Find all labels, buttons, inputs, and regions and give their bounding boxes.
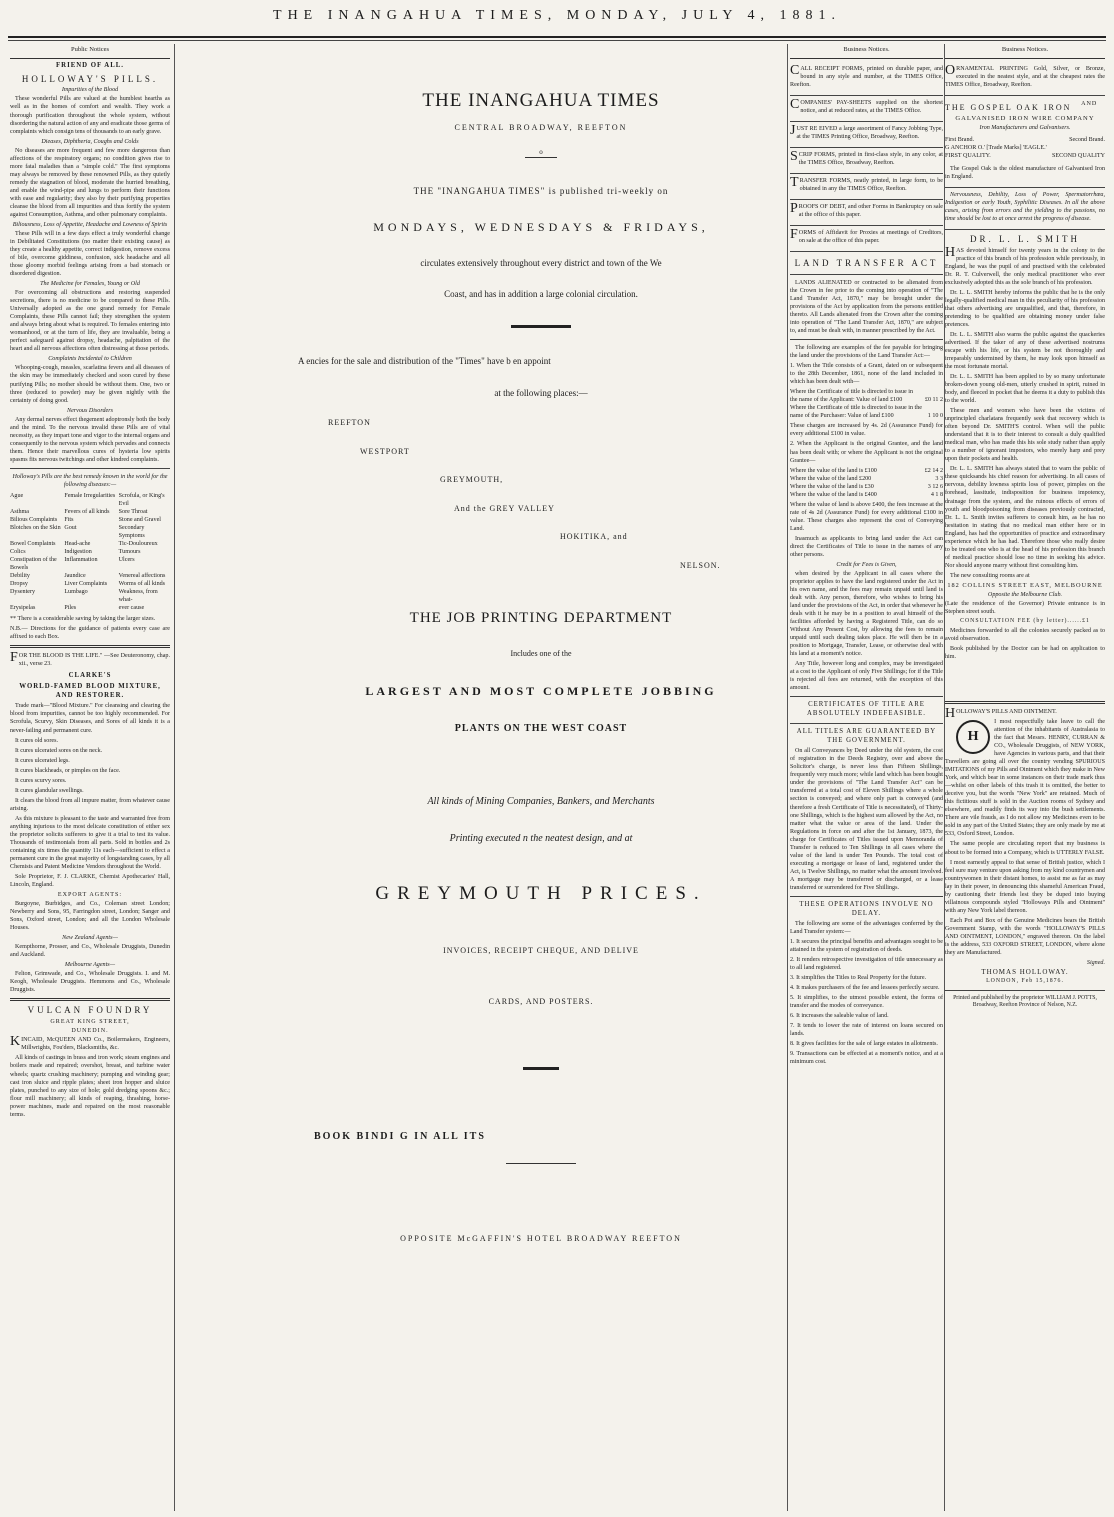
ailment-item: ever cause [118, 605, 145, 612]
text-line: MONDAYS, WEDNESDAYS & FRIDAYS, [373, 219, 709, 234]
cure-item: It cures blackheads, or pimples on the face. [15, 767, 121, 774]
fee-row [790, 491, 943, 499]
subheading: Dieases, Diphtheria, Coughs and Colds [41, 138, 139, 145]
ailment-item: Fevers of all kinds [64, 508, 110, 515]
date-line: LONDON, Feb 15,1876. [986, 978, 1064, 985]
ailments-table [10, 492, 170, 612]
ailment-item: Colics [10, 549, 26, 556]
section-heading: THE GOSPEL OAK IRON [945, 102, 1072, 112]
place-name: GREYMOUTH, [440, 475, 504, 485]
paragraph: Book published by the Doctor can be had on application to him. [945, 645, 1105, 660]
section-heading: HOLLOWAY'S PILLS. [21, 73, 159, 84]
paragraph: For overcoming all obstructions and restoring suspended secretions, there is no medicine to be compared to these Pills. Universally adopted as the one grand remedy for Female Complaints, these Pills cannot fail; they strengthen the system and always bring about what is required. To females entering into womanhood, or at the turn of life, they are invaluable, being a perfect safeguard against dropsy, headache, palpitation of the heart and all nervous affections often distressing at those periods. [10, 290, 170, 353]
paragraph: The following are some of the advantages conferred by the Land Transfer system:— [790, 920, 943, 935]
ad-ornamental [945, 62, 1105, 96]
left-column [10, 44, 170, 1511]
paragraph: PROOFS OF DEBT, and other Forms in Bankruptcy on sale at the office of this paper. [790, 200, 943, 218]
paragraph: On all Conveyances by Deed under the old system, the cost of registration in the Deeds Registry, over and above the Solicitor's charge, is never less than Fifteen Shillings, frequently very much more; while land which has been bought under the provisions of "The Land Transfer Act" can be transferred at a total cost of Eleven Shillings where a whole section is conveyed; and where only part is conveyed (and therefore a fresh Certificate of Title is necessitated), of Thirty-one Shillings, which is the highest sum allowed by the Act, no matter what the value or area of the land. Under the Regulations in force on and after the 1st January, 1873, the charge for Certificates of Titles issued upon Memoranda of Transfer is reduced to Ten Shillings in all cases where the value of the land is under Ten Pounds. The total cost of executing a mortgage or lease of land, registered under the Act, is Twelve Shillings, no matter what the amount involved. A mortgage may be transferred or discharged, or a lease transferred or surrendered for Five Shillings. [790, 748, 943, 891]
paragraph: LANDS ALIENATED or contracted to be alienated from the Crown in fee prior to the coming into operation of "The Land Transfer Act, 1870," may be brought under the provisions of the Act by application from the persons entitled thereto. All Lands alienated from the Crown after the coming into operation of "The Land Transfer Act, 1870," are subject to, and must be dealt with, in manner prescribed by the Act. [790, 279, 943, 335]
paragraph: TRANSFER FORMS, neatly printed, in large form, to be obtained in any the TIMES Office, Reefton. [790, 174, 943, 192]
ailment-item: Bowel Complaints [10, 541, 56, 548]
text-line: All kinds of Mining Companies, Bankers, and Merchants [427, 795, 655, 807]
fee-amount: 3 3 [935, 475, 943, 482]
paragraph: ** There is a considerable saving by taking the larger sizes. [10, 616, 156, 623]
ailment-item: Asthma [10, 508, 29, 515]
ailment-item: Scrofula, or King's Evil [118, 492, 165, 507]
ailment-item: Tumours [118, 549, 141, 556]
section-heading: CERTIFICATES OF TITLE ARE ABSOLUTELY INDEFEASIBLE. [807, 701, 926, 718]
paragraph: The same people are circulating report that my business is about to be formed into a Company, which is UTTERLY FALSE. [945, 841, 1105, 856]
ailment-item: Dropsy [10, 581, 28, 588]
advantage-item: 7. It tends to lower the rate of interest on loans secured on lands. [790, 1023, 943, 1038]
paragraph: 2. When the Applicant is the original Grantee, and the land has been dealt with; or where the Applicant is not the original Grantee— [790, 441, 943, 464]
subheading: Impurities of the Blood [61, 87, 119, 94]
cure-item: It cures ulcerated legs. [15, 757, 70, 764]
column-title: Business Notices. [945, 44, 1105, 59]
address-line: CENTRAL BROADWAY, REEFTON [454, 123, 628, 133]
masthead-rule-thin [8, 40, 1106, 41]
fee-description: Where the value of the land is £100 [790, 467, 877, 474]
advantage-item: 5. It simplifies, to the utmost possible extent, the forms of transfer and the modes of conveyance. [790, 995, 943, 1010]
subheading: Holloway's Pills are the best remedy known in the world for the following diseases:— [12, 473, 168, 488]
business-ad [790, 174, 943, 200]
ailment-item: Female Irregularities [64, 492, 116, 499]
subheading: CONSULTATION FEE (by letter)......£1 [960, 618, 1090, 625]
paragraph: Whooping-cough, measles, scarlatina fevers and all diseases of the skin may be immediately checked and soon cured by these purifying Pills; no mother should be without them. One, two or three (reduced to powder) may be given nightly with the certainty of doing good. [10, 365, 170, 404]
paragraph: Trade mark—"Blood Mixture." For cleansing and clearing the blood from impurities, cannot be too highly recommended. For Scrofula, Scurvy, Skin Diseases, and Sores of all kinds it is a never-failing and permanent cure. [10, 703, 170, 734]
cure-item: It cures old sores. [15, 737, 58, 744]
right-column-1 [790, 44, 943, 1511]
paragraph: 1. When the Title consists of a Grant, dated on or subsequent to the 28th December, 1861, none of the land included in which has been dealt with— [790, 363, 943, 386]
fee-description: Where the Certificate of title is directed to issue in the name of the Purchaser: Value of land £100 [790, 405, 922, 420]
paragraph: Dr. L. L. SMITH has been applied to by so many unfortunate broken-down young old-men, utterly crushed in spirit, ruined in body, and fleeced in pocket that he deems it a duty to publish this to the world. [945, 374, 1105, 405]
subheading: Nervous Disorders [67, 407, 113, 414]
business-ads [790, 62, 943, 252]
subheading: The Medicine for Females, Young or Old [40, 281, 140, 288]
paragraph: These charges are increased by 4s. 2d (Assurance Fund) for every additional £100 in value. [790, 423, 943, 438]
text-line: BOOK BINDI G IN ALL ITS [314, 1131, 486, 1143]
section-heading: WORLD-FAMED BLOOD MIXTURE, AND RESTORER. [19, 683, 161, 700]
paragraph: I most earnestly appeal to that sense of British justice, which I feel sure may venture upon asking from my kind countrymen and countrywomen in their distant homes, to assist me as far as may lay in their power, in denouncing this shameful American Fraud, by cautioning their friends lest they be duped into buying villainous compounds styled "Holloways Pills and Ointment" with any New York label thereon. [945, 859, 1105, 914]
section-heading: DR. L. L. SMITH [970, 233, 1080, 244]
ailment-item: Stone and Gravel [118, 516, 161, 523]
brand-label: Second Brand. [1069, 137, 1105, 144]
brand-label: First Brand. [945, 137, 975, 144]
paragraph: Dr. L. L. SMITH has always stated that to warn the public of these quicksands his chief reason for advertising. In all cases of nervous, debility lowness spirits loss of power, pimples on the forehead, lassitude, indisposition for business impotency, drainage from the system, and the ruinous effects of errors of youth and bloodpoisoning from diseases previously contracted, Dr. L. L. Smith invites sufferers to consult him, as he has no hesitation in stating that no medical man either here or in England, has had the opportunities of practice and extraordinary experience which he has had. Therefore those who really desire to be treated one who is at the head of his profession this branch of medical practice should lose no time in seeking his advice. Nor should anyone marry without first consulting him. [945, 466, 1105, 569]
subheading: Complaints Incidental to Children [48, 356, 132, 363]
paragraph: These wonderful Pills are valued at the humblest hearths as well as in the homes of comfort and wealth. They work a thorough purification throughout the whole system, without disordering the natural action of any and eradicate those germs of complaints which consign tens of thousands to an early grave. [10, 96, 170, 135]
paragraph: Any Title, however long and complex, may be investigated at a cost to the Applicant of only Five Shillings; for if the Title is rejected all fees are returned, with the exception of this amount. [790, 661, 943, 692]
fee-row [790, 404, 943, 420]
paragraph: Nervousness, Debility, Loss of Power, Spermatorrhœa, Indigestion or early Youth, Syphilitic Diseases. In all the above cases, arising from errors and the yielding to the passions, no time should be lost to at once arrest the progress of disease. [945, 191, 1105, 222]
paragraph: FOR THE BLOOD IS THE LIFE." —See Deuteronomy, chap. xii., verse 23. [10, 650, 170, 668]
subheading: GREAT KING STREET, [50, 1019, 130, 1026]
text-line: Printing executed n the neatest design, and at [449, 832, 633, 844]
paragraph: Burgoyne, Burbidges, and Co., Coleman street London; Newberry and Sons, 95, Farringdon street, London; Sanger and Sons, Oxford street, London; and all the London Wholesale Houses. [10, 901, 170, 932]
section-heading: THE JOB PRINTING DEPARTMENT [409, 610, 673, 627]
business-ad [790, 96, 943, 122]
paragraph: COMPANIES' PAY-SHEETS supplied on the shortest notice, and at reduced rates, at the TIMES Office. [790, 96, 943, 114]
subheading: Iron Manufacturers and Galvanisers. [979, 125, 1071, 132]
paragraph: CALL RECEIPT FORMS, printed on durable paper, and bound in any style and number, at the TIMES Office, Reefton. [790, 62, 943, 88]
advantage-item: 9. Transactions can be effected at a moment's notice, and at a minimum cost. [790, 1051, 943, 1066]
subheading: EXPORT AGENTS: [57, 892, 123, 899]
address-line: 182 COLLINS STREET EAST, MELBOURNE [947, 581, 1103, 589]
paragraph: Any dermal nerves effect thegement adoptronsly both the body and the mind. To the nervous invalid these Pills are of vital necessity, as they impart tone and vigor to the internal organs and consequently to the nervous system which pervades and connects them. Hence their marvellous cures of hysteria low spirits spasms fits nervous twitchings and other kindred complaints. [10, 416, 170, 463]
masthead: THE INANGAHUA TIMES, MONDAY, JULY 4, 1881. [273, 8, 841, 23]
business-ad [790, 200, 943, 226]
fee-amount: 4 1 8 [930, 491, 943, 498]
column-rule [174, 44, 175, 1511]
center-column [298, 44, 784, 1511]
ailment-item: Liver Complaints [64, 581, 108, 588]
cures-list [10, 737, 170, 813]
paragraph: HAS devoted himself for twenty years in the colony to the practice of this branch of his profession while previously, in England, he was the pupil of and practised with the celebrated Dr. R. T. Culverwell, the only medical practitioner who ever exclusively adopted this as the sole branch of his profession. [945, 244, 1105, 286]
section-heading: CLARKE'S [68, 671, 112, 679]
fee-description: Where the value of the land £200 [790, 475, 872, 482]
fee-amount: £0 11 2 [924, 397, 943, 404]
fee-description: Where the Certificate of title is directed to issue in the name of the Applicant: Value of land £100 [790, 389, 914, 404]
section-heading: VULCAN FOUNDRY [27, 1005, 153, 1016]
ornament: o [539, 147, 543, 156]
quality-label: FIRST QUALITY. [945, 153, 991, 160]
paragraph: The following are examples of the fee payable for bringing the land under the provisions of the Land Transfer Act:— [790, 345, 943, 360]
subheading: Credit for Fees is Given, [836, 561, 897, 568]
paragraph: These men and women who have been the victims of unprincipled charlatans frequently seek that recovery which is often beyond Dr. SMITH'S control. When will the public understand that it is to their interest to consult a duly qualified medical man, who has made this his sole study rather than apply to a number of ignorant impostors, who merely harp and prey upon their pockets and health. [945, 408, 1105, 463]
paragraph: Sole Proprietor, F. J. CLARKE, Chemist Apothecaries' Hall, Lincoln, England. [10, 874, 170, 889]
paragraph: Dr. L. L. SMITH also warns the public against the quackeries advertised. If the taker of any of these advertised nostrums escape with his life, or his system be not thoroughly and irreparably undermined by them, he may look upon himself as the most fortunate mortal. [945, 331, 1105, 370]
paragraph: Where the value of land is above £400, the fees increase at the rate of 4s 2d (Assurance Fund) for every additional £100 in value. These charges also represent the cost of Conveying Land. [790, 501, 943, 532]
ailment-item: Lumbago [64, 589, 88, 596]
text-line: INVOICES, RECEIPT CHEQUE, AND DELIVE [443, 946, 639, 956]
text-line: CARDS, AND POSTERS. [488, 996, 594, 1006]
section-heading: LAND TRANSFER ACT [794, 258, 939, 269]
ailment-item: Indigestion [64, 549, 92, 556]
paragraph: KINCAID, McQUEEN AND Co., Boilermakers, Engineers, Millwrights, Fou'ders, Blacksmiths, &c. [10, 1034, 170, 1052]
advantage-item: 1. It secures the principal benefits and advantages sought to be attained in the system of registration of deeds. [790, 938, 943, 953]
section-heading: FRIEND OF ALL. [56, 61, 124, 69]
ailment-item: Erysipelas [10, 605, 36, 612]
cure-item: It clears the blood from all impure matter, from whatever cause arising. [10, 797, 170, 812]
signed-label: Signed. [1086, 959, 1105, 966]
section-heading: THESE OPERATIONS INVOLVE NO DELAY. [799, 900, 934, 917]
place-name: REEFTON [328, 418, 371, 428]
text-line: at the following places:— [494, 388, 588, 399]
signature-name: THOMAS HOLLOWAY. [981, 967, 1069, 976]
advantages-list [790, 938, 943, 1066]
fees-table [790, 467, 943, 499]
advantage-item: 8. It gives facilities for the sale of large estates in allotments. [790, 1041, 938, 1048]
ailment-item: Weakness, from what- [118, 589, 158, 604]
fee-row [790, 475, 943, 483]
business-ad [790, 62, 943, 96]
ailment-item: Worms of all kinds [118, 581, 166, 588]
ailment-item: Jaundice [64, 573, 86, 580]
place-name: And the GREY VALLEY [454, 503, 555, 513]
cure-item: It cures glandular swellings. [15, 787, 84, 794]
business-ad [790, 122, 943, 148]
advantage-item: 2. It renders retrospective investigation of title unnecessary as to all land registered. [790, 956, 943, 971]
paragraph: Inasmuch as applicants to bring land under the Act can direct the Certificates of Title to issue in the names of any other persons. [790, 535, 943, 558]
place-name: HOKITIKA, and [560, 532, 628, 542]
paragraph: Felton, Grimwade, and Co., Wholesale Druggists. I. and M. Keogh, Wholesale Druggists. Hemmons and Co., Wholesale Druggists. [10, 971, 170, 994]
ailment-item: Inflammation [64, 557, 98, 564]
text-line: circulates extensively throughout every district and town of the We [420, 257, 662, 268]
ailment-item: Dysentery [10, 589, 36, 596]
imprint: Printed and published by the proprietor WILLIAM J. POTTS, Broadway, Reefton Province of Nelson, N.Z. [953, 994, 1097, 1009]
column-rule [787, 44, 788, 1511]
paragraph: JUST RE EIVED a large assortment of Fancy Jobbing Type, at the TIMES Printing Office, Broadway, Reefton. [790, 122, 943, 140]
paragraph: The Gospel Oak is the oldest manufacture of Galvanised Iron in England. [945, 165, 1105, 180]
ailment-item: Piles [64, 605, 77, 612]
paragraph: Kempthorne, Prosser, and Co., Wholesale Druggists, Dunedin and Auckland. [10, 944, 170, 959]
text-line: Includes one of the [510, 649, 572, 659]
paragraph: All kinds of castings in brass and iron work; steam engines and boilers made and repaired; overshot, breast, and turbine water wheels; quartz crushing machinery; pumping and winding gear; cast iron sluice and ripple plates; sheet iron hopper and sluice plates, punched to any size of hole; gold dredging spoons &c.; flour mill machinery; all kinds of reaping, thrashing, horse-power machines, made and repaired on the most reasonable terms. [10, 1055, 170, 1118]
paragraph: HOLLOWAY'S PILLS AND OINTMENT. [945, 705, 1057, 721]
paragraph: (Late the residence of the Governor) Private entrance is in Stephen street south. [945, 601, 1105, 616]
place-name: WESTPORT [360, 446, 410, 456]
subheading: GALVANISED IRON WIRE COMPANY [955, 114, 1095, 122]
fee-amount: 3 12 6 [927, 483, 943, 490]
ailment-item: Bilious Complaints [10, 516, 58, 523]
paragraph: I most respectfully take leave to call the attention of the inhabitants of Australasia to the fact that Messrs. HENRY, CURRAN & CO., Wholesale Druggists, of NEW YORK, have Agencies in various parts, and that their Travellers are going all over the country vending SPURIOUS IMITATIONS of my Pills and Ointment which they make in New York, and which bear in some instances on their trade mark thus—whilst on other labels of this trash it is omitted, the better to deceive you, but the words "New York" are retained. Much of this fictitious stuff is sold in the Auction rooms of Sydney and elsewhere, and readily finds its way into the bush settlements. There are vile frauds, as I do not allow my Medicines even to be sold in any part of the United States; they are only made by me at 533, Oxford Street, London. [945, 719, 1105, 838]
paragraph: Dr. L. L. SMITH hereby informs the public that he is the only legally-qualified medical man in this peculiarity of his profession that others advertising are unqualified, and that, therefore, in pretending to be qualified are obtaining money under false pretences. [945, 289, 1105, 328]
brand-marks: G ANCHOR O.' [Trade Marks] 'EAGLE.' [945, 145, 1047, 152]
ailment-item: Tic-Douloureux [118, 541, 158, 548]
ailment-item: Ulcers [118, 557, 135, 564]
paragraph: FORMS of Affidavit for Proxies at meetings of Creditors, on sale at the office of this paper. [790, 226, 943, 245]
ailment-item: Constipation of the Bowels [10, 557, 57, 572]
masthead-rule [8, 36, 1106, 38]
fee-description: Where the value of the land is £400 [790, 491, 877, 498]
ad-gospel-oak [945, 96, 1105, 188]
subheading: Opposite the Melbourne Club. [987, 592, 1063, 599]
text-line: PLANTS ON THE WEST COAST [454, 722, 628, 734]
fee-row [790, 388, 943, 404]
newspaper-title: THE INANGAHUA TIMES [422, 90, 660, 111]
ailment-item: Venereal affections [118, 573, 166, 580]
paragraph: Medicines forwarded to all the colonies securely packed as to avoid observation. [945, 627, 1105, 642]
advantage-item: 6. It increases the saleable value of land. [790, 1013, 889, 1020]
paragraph: ORNAMENTAL PRINTING Gold, Silver, or Bronze, executed in the neatest style, and at the cheapest rates the TIMES Office, Broadway, Reefton. [945, 62, 1105, 88]
text-line: A encies for the sale and distribution of the "Times" have b en appoint [298, 356, 551, 367]
column-title: Business Notices. [790, 44, 943, 59]
advantage-item: 4. It makes purchasers of the fee and lessees perfectly secure. [790, 985, 940, 992]
business-ad [790, 148, 943, 174]
government-stamp-icon: H [956, 720, 990, 754]
ailment-item: Fits [64, 516, 74, 523]
text-line: Coast, and has in addition a large colonial circulation. [444, 289, 638, 300]
business-ad [790, 226, 943, 252]
fee-row [790, 467, 943, 475]
fees-table [790, 388, 943, 420]
text-line: THE "INANGAHUA TIMES" is published tri-weekly on [413, 185, 669, 196]
ailment-item: Gout [64, 525, 77, 532]
fee-amount: 1 10 0 [927, 413, 943, 420]
cure-item: It cures ulcerated sores on the neck. [15, 747, 103, 754]
ailment-item: Ague [10, 492, 24, 499]
fee-row [790, 483, 943, 491]
section-heading: ALL TITLES ARE GUARANTEED BY THE GOVERNMENT. [796, 728, 937, 745]
paragraph: These Pills will in a few days effect a truly wonderful change in Debilitated Constitutions (no matter their existing cause) as they create a healthy appetite, correct indigestion, remove excess of bile, overcome giddiness, confusion, sick headache and all those gloomy morbid feelings arising from a bad stomach or disordered digestion. [10, 230, 170, 278]
paragraph: when desired by the Applicant in all cases where the proprietor applies to have the land registered under the Act in his own name, and the fees may remain unpaid until land is dealt with. Any person, therefore, who wishes to bring his land under the provisions of the Act, in order that whenever he deals with it he may be in a position to avail himself of the facilities afforded by having a Registered Title, can do so Without Any Present Cost, by allowing the fees to remain unpaid until such dealing takes place. He will then be in a position to Mortgage, Transfer, Lease, or otherwise deal with his land at a moment's notice. [790, 570, 943, 658]
cure-item: It cures scurvy sores. [15, 777, 67, 784]
paragraph: Each Pot and Box of the Genuine Medicines bears the British Government Stamp, with the words "HOLLOWAY'S PILLS AND OINTMENT, LONDON," engraved thereon. On the label is the address, 533 OXFORD STREET, LONDON, where alone they are Manufactured. [945, 917, 1105, 956]
text-line: LARGEST AND MOST COMPLETE JOBBING [365, 683, 717, 698]
ailment-item: Blotches on the Skin [10, 525, 61, 532]
column-title: Public Notices [10, 44, 170, 59]
section-heading: GREYMOUTH PRICES. [375, 883, 707, 905]
paragraph: No diseases are more frequent and few more dangerous than affections of the respiratory organs; no condition gives rise to more fatal maladies than a "simple cold." The first symptoms may always be removed by these renowned Pills, as they quietly remedy the stagnation of blood, moderate the hurried breathing, and enable the wind-pipe and lungs to perform their functions with ease and regularity; they also by their purifying properties cleanse the blood from all impurities and thus fortify the system against Consumption, Asthma, and other pulmonary complaints. [10, 147, 170, 218]
ailment-item: Sore Throat [118, 508, 148, 515]
subheading: New Zealand Agents— [62, 935, 118, 942]
subheading: Melbourne Agents— [64, 962, 116, 969]
paragraph: N.B.— Directions for the guidance of patients every case are affixed to each Box. [10, 626, 170, 641]
advantage-item: 3. It simplifies the Titles to Real Property for the future. [790, 974, 927, 981]
paragraph: The new consulting rooms are at [950, 572, 1030, 579]
paragraph: SCRIP FORMS, printed in first-class style, in any color, at the TIMES Office, Broadway, Reefton. [790, 148, 943, 166]
subheading: Biliousness, Loss of Appetite, Headache and Lowness of Spirits [12, 221, 168, 228]
subheading: DUNEDIN. [71, 1028, 109, 1035]
right-column-2 [945, 44, 1105, 1511]
fee-description: Where the value of the land is £30 [790, 483, 874, 490]
ailment-item: Debility [10, 573, 30, 580]
ad-nervousness [945, 188, 1105, 230]
ailment-item: Head-ache [64, 541, 91, 548]
ailment-item: Secondary Symptoms [118, 525, 145, 540]
paragraph: As this mixture is pleasant to the taste and warranted free from anything injurious to the most delicate constitution of either sex the proprietor solicits sufferers to give it a trial to test its value. Thousands of testimonials from all parts. Sold in bottles and 2s containing six times the quantity 11s each—sufficient to effect a permanent cure in the great majority of longstanding cases, by all Chemists and Patent Medicine Vendors throughout the World. [10, 815, 170, 870]
place-name: NELSON. [680, 560, 721, 570]
fee-amount: £2 14 2 [924, 467, 943, 474]
text-line: OPPOSITE McGAFFIN'S HOTEL BROADWAY REEFTON [400, 1234, 682, 1244]
quality-label: SECOND QUALITY [1052, 153, 1105, 160]
subheading: AND [1081, 100, 1098, 107]
